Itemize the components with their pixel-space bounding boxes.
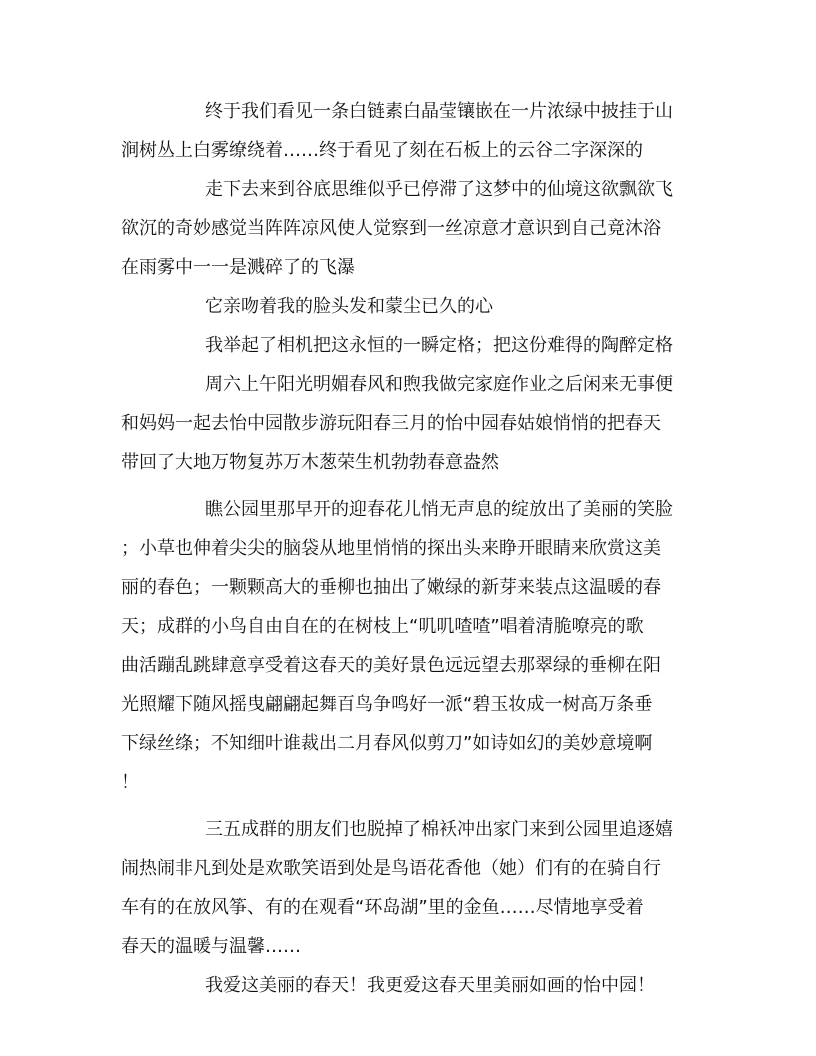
text-line: ！: [121, 772, 139, 793]
text-line: 带回了大地万物复苏万木葱荣生机勃勃春意盎然: [121, 452, 499, 473]
text-line: 在雨雾中一一是溅碎了的飞瀑: [121, 257, 355, 278]
text-line: 周六上午阳光明媚春风和煦我做完家庭作业之后闲来无事便: [205, 374, 673, 395]
text-line: 三五成群的朋友们也脱掉了棉袄冲出家门来到公园里追逐嬉: [205, 819, 673, 840]
text-line: 天；成群的小鸟自由自在的在树枝上“叽叽喳喳”唱着清脆嘹亮的歌: [121, 616, 644, 637]
text-line: 下绿丝绦；不知细叶谁裁出二月春风似剪刀”如诗如幻的美妙意境啊: [121, 733, 653, 754]
text-line: 光照耀下随风摇曳翩翩起舞百鸟争鸣好一派“碧玉妆成一树高万条垂: [121, 694, 653, 715]
text-line: 春天的温暖与温馨……: [121, 936, 301, 957]
text-line: 车有的在放风筝、有的在观看“环岛湖”里的金鱼……尽情地享受着: [121, 897, 644, 918]
text-line: 涧树丛上白雾缭绕着……终于看见了刻在石板上的云谷二字深深的: [121, 140, 643, 161]
text-line: 闹热闹非凡到处是欢歌笑语到处是鸟语花香他（她）们有的在骑自行: [121, 858, 661, 879]
body-text: [121, 92, 687, 1005]
text-line: 它亲吻着我的脸头发和蒙尘已久的心: [205, 296, 493, 317]
text-line: 丽的春色；一颗颗高大的垂柳也抽出了嫩绿的新芽来装点这温暖的春: [121, 577, 661, 598]
text-line: 终于我们看见一条白链素白晶莹镶嵌在一片浓绿中披挂于山: [205, 101, 673, 122]
text-line: 走下去来到谷底思维似乎已停滞了这梦中的仙境这欲飘欲飞: [205, 179, 673, 200]
text-line: 欲沉的奇妙感觉当阵阵凉风使人觉察到一丝凉意才意识到自己竟沐浴: [121, 218, 661, 239]
text-line: ；小草也伸着尖尖的脑袋从地里悄悄的探出头来睁开眼睛来欣赏这美: [121, 538, 661, 559]
text-line: 瞧公园里那早开的迎春花儿悄无声息的绽放出了美丽的笑脸: [205, 499, 673, 520]
text-line: 和妈妈一起去怡中园散步游玩阳春三月的怡中园春姑娘悄悄的把春天: [121, 413, 661, 434]
text-line: 我爱这美丽的春天！我更爱这春天里美丽如画的怡中园！: [205, 975, 655, 996]
text-line: 曲活蹦乱跳肆意享受着这春天的美好景色远远望去那翠绿的垂柳在阳: [121, 655, 661, 676]
text-line: 我举起了相机把这永恒的一瞬定格；把这份难得的陶醉定格: [205, 335, 673, 356]
